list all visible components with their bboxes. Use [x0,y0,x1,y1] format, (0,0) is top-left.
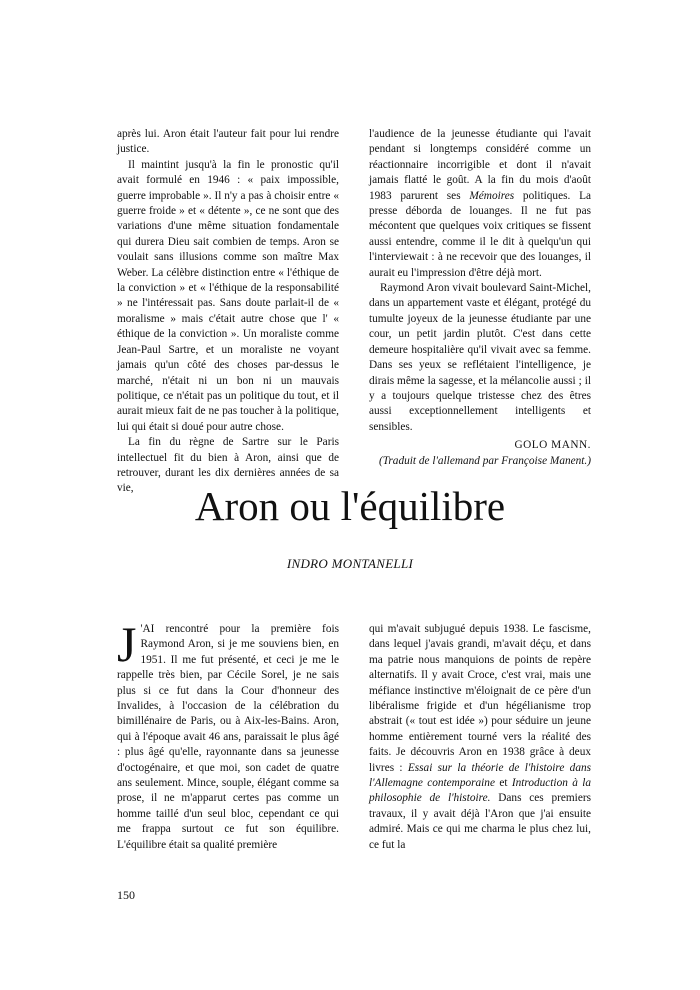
paragraph: Raymond Aron vivait boulevard Saint-Michel, dans un appartement vaste et élégant, protégé du tumulte joyeux de la jeunesse étudiante par une cour, un petit jardin plutôt. C'est dans cette demeure hospitalière qu'il vivait avec sa femme. Dans ses yeux se reflétaient l'intelligence, je dirais même la sagesse, et la mélancolie aussi ; il y a toujours quelque tristesse chez des êtres aussi exceptionnellement intelligents et sensibles. [369,282,591,433]
article-author: INDRO MONTANELLI [286,556,414,571]
paragraph: Il maintint jusqu'à la fin le pronostic qu'il avait formulé en 1946 : « paix impossible, guerre improbable ». Il n'y a pas à choisir entre « guerre froide » et « détente », ce ne sont que des variations d'une même situation fondamentale qui durera Dieu sait combien de temps. Aron se voulait sans illusions comme son maître Max Weber. La célèbre distinction entre « l'éthique de la conviction » et « l'éthique de la responsabilité » ne l'intéressait pas. Sans doute parlait-il de « moralisme » mais c'était autre chose que l' « éthique de la conviction ». Un moraliste comme Jean-Paul Sartre, et un moraliste ne voyant jamais qu'un côté des choses par-dessus le marché, n'était ni un bon ni un mauvais politique, ce n'était pas un politique du tout, et il aurait mieux fait de ne pas toucher à la politique, lui qui était si doué pour autre chose. [117,158,339,433]
paragraph-text: rencontré pour la première fois Raymond Aron, si je me souviens bien, en 1951. Il me fut présenté, et ceci je me le rappelle très bien, par Cécile Sorel, je ne sais plus si ce fut dans la Cour d'honneur des Invalides, à l'occasion de la célébration du bimillénaire de Paris, ou à Aix-les-Bains. Aron, qui à l'époque avait 46 ans, paraissait le plus âgé : plus âgé qu'elle, rayonnante dans sa jeunesse d'octogénaire, et que moi, son cadet de quatre ans seulement. Mince, souple, élégant comme sa prose, il ne m'apparut certes pas comme un homme taillé d'un seul bloc, cependant ce qui me frappa surtout ce fut son équilibre. L'équilibre était sa qualité première [117,623,339,851]
opening-word: 'AI [140,623,155,635]
author-signature: GOLO MANN. [514,439,591,452]
paragraph [369,127,591,281]
book-title: Essai sur la théorie de l'histoire dans l'Allemagne contemporaine [369,761,592,790]
paragraph-text: l'audience de la jeunesse étudiante qui l'avait pendant si longtemps considéré comme un réactionnaire incorrigible et dont il n'avait jamais flatté le goût. A la fin du mois d'août 1983 parurent ses [369,128,591,202]
paragraph-text: et [499,777,508,790]
book-title: Introduction à la philosophie de l'histoire. [369,777,591,805]
paragraph [117,616,339,853]
paragraph: La fin du règne de Sartre sur le Paris intellectuel fit du bien à Aron, ainsi que de retrouver, durant les dix dernières années de sa vie, [117,436,339,495]
article-right-column [369,622,591,853]
translation-note: (Traduit de l'allemand par Françoise Manent.) [378,454,591,467]
drop-cap: J [117,616,137,672]
paragraph-text: qui m'avait subjugué depuis 1938. Le fascisme, dans lequel j'avais grandi, m'avait déçu, et dans ma patrie nous manquions de points de repère alternatifs. Il y avait Croce, c'est vrai, mais une méfiance instinctive m'éloignait de ce père d'un libéralisme frigide et d'un hégélianisme trop abstrait (« tout est idée ») pour séduire un jeune homme entièrement tourné vers la réalité des faits. Je découvris Aron en 1938 grâce à deux livres : [369,623,591,774]
article-left-column [117,616,339,853]
paragraph-text: Dans ces premiers travaux, il y avait déjà l'Aron que j'ai ensuite admiré. Mais ce qui me charma le plus chez lui, ce fut la [369,792,591,851]
book-title: Mémoires [469,189,515,202]
paragraph [369,622,591,853]
paragraph: après lui. Aron était l'auteur fait pour lui rendre justice. [117,128,339,156]
previous-article-right-column [369,127,591,469]
page-number: 150 [117,888,135,902]
previous-article-left-column [117,127,339,497]
article-title: Aron ou l'équilibre [194,483,506,529]
paragraph-text: politiques. La presse déborda de louanges. Il ne fut pas mécontent que quelques voix critiques se fissent aussi entendre, comme il le dit à quelqu'un qui l'interviewait : à ne recevoir que des louanges, il aurait eu l'impression d'être déjà mort. [369,189,591,279]
